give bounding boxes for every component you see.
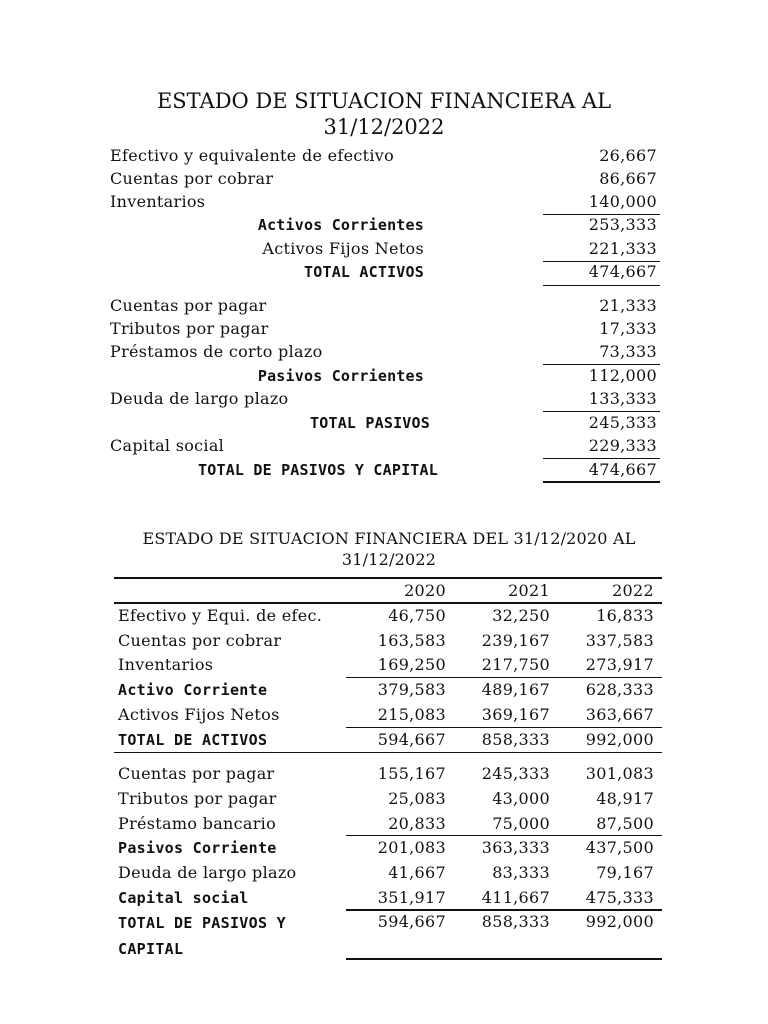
s2-label-line2: CAPITAL: [118, 940, 184, 958]
s1-value-activos-fijos: 221,333: [588, 239, 657, 258]
s1-label-tributos: Tributos por pagar: [110, 319, 269, 338]
statement2-title-line2: 31/12/2022: [341, 550, 437, 569]
s2-cell: 351,917: [377, 888, 446, 907]
s1-label-pasivos-corrientes: Pasivos Corrientes: [257, 367, 424, 385]
s1-value-cuentas-cobrar: 86,667: [599, 169, 657, 188]
s2-cell: 87,500: [596, 814, 654, 833]
s2-label: Tributos por pagar: [118, 789, 277, 808]
s1-value-prestamos: 73,333: [599, 342, 657, 361]
s2-cell: 79,167: [596, 863, 654, 882]
s2-cell: 41,667: [388, 863, 446, 882]
s1-label-capital: Capital social: [110, 436, 225, 455]
s2-cell: 32,250: [492, 606, 550, 625]
s1-value-tributos: 17,333: [599, 319, 657, 338]
s1-label-cuentas-pagar: Cuentas por pagar: [110, 296, 267, 315]
s1-rule: [543, 285, 660, 286]
s2-cell: 628,333: [585, 680, 654, 699]
s2-rule: [114, 752, 662, 753]
s2-cell: 245,333: [481, 764, 550, 783]
s2-cell: 20,833: [388, 814, 446, 833]
s1-label-activos-fijos: Activos Fijos Netos: [262, 239, 424, 258]
s2-label: Activo Corriente: [118, 681, 268, 699]
s2-rule: [346, 835, 662, 836]
s1-label-efectivo: Efectivo y equivalente de efectivo: [110, 146, 395, 165]
s2-cell: 858,333: [481, 730, 550, 749]
s2-label: Deuda de largo plazo: [118, 863, 297, 882]
s2-rule: [346, 677, 662, 678]
s2-cell: 163,583: [377, 631, 446, 650]
s2-label: TOTAL DE ACTIVOS: [118, 731, 268, 749]
s1-rule: [543, 458, 660, 459]
s2-label: Préstamo bancario: [118, 814, 277, 833]
s2-cell: 169,250: [377, 655, 446, 674]
s2-label: Capital social: [118, 889, 249, 907]
s2-bottom-rule: [346, 958, 662, 960]
s1-value-total-pasivos: 245,333: [588, 413, 657, 432]
s1-label-prestamos: Préstamos de corto plazo: [110, 342, 323, 361]
s1-value-inventarios: 140,000: [588, 192, 657, 211]
s2-cell: 217,750: [481, 655, 550, 674]
s2-cell: 363,333: [481, 838, 550, 857]
s2-label: Activos Fijos Netos: [118, 705, 280, 724]
s1-value-total-activos: 474,667: [588, 262, 657, 281]
s2-cell: 48,917: [596, 789, 654, 808]
s1-rule: [543, 364, 660, 365]
s1-value-efectivo: 26,667: [599, 146, 657, 165]
statement1-title-line2: 31/12/2022: [323, 115, 445, 139]
s2-label: Cuentas por pagar: [118, 764, 275, 783]
s2-label: Efectivo y Equi. de efec.: [118, 606, 323, 625]
s2-cell: 43,000: [492, 789, 550, 808]
s1-value-activos-corrientes: 253,333: [588, 215, 657, 234]
s2-cell: 411,667: [481, 888, 550, 907]
s2-cell: 239,167: [481, 631, 550, 650]
s1-label-total-pasivos: TOTAL PASIVOS: [310, 414, 430, 432]
s1-label-total-activos: TOTAL ACTIVOS: [304, 263, 424, 281]
s2-cell: 16,833: [596, 606, 654, 625]
s2-rule: [346, 727, 662, 728]
statement2-title-line1: ESTADO DE SITUACION FINANCIERA DEL 31/12/2020 AL: [142, 529, 636, 548]
s2-cell: 379,583: [377, 680, 446, 699]
s2-header-rule: [114, 602, 662, 604]
s1-value-total-pasivos-capital: 474,667: [588, 460, 657, 479]
s2-cell: 992,000: [585, 730, 654, 749]
s2-cell: 337,583: [585, 631, 654, 650]
s2-year-2022: 2022: [612, 581, 654, 600]
s1-label-deuda-largo: Deuda de largo plazo: [110, 389, 289, 408]
s2-cell: 25,083: [388, 789, 446, 808]
s2-cell: 273,917: [585, 655, 654, 674]
s2-cell: 46,750: [388, 606, 446, 625]
s1-label-activos-corrientes: Activos Corrientes: [257, 216, 424, 234]
s2-top-rule: [114, 577, 662, 579]
s1-value-deuda-largo: 133,333: [588, 389, 657, 408]
s2-label: Inventarios: [118, 655, 214, 674]
s2-cell: 215,083: [377, 705, 446, 724]
s2-cell: 363,667: [585, 705, 654, 724]
s2-cell: 301,083: [585, 764, 654, 783]
s2-cell: 594,667: [377, 912, 446, 931]
s2-label: Pasivos Corriente: [118, 839, 277, 857]
s1-rule: [543, 411, 660, 412]
s2-cell: 992,000: [585, 912, 654, 931]
s2-cell: 437,500: [585, 838, 654, 857]
s1-value-capital: 229,333: [588, 436, 657, 455]
s1-label-cuentas-cobrar: Cuentas por cobrar: [110, 169, 274, 188]
s2-year-2021: 2021: [508, 581, 550, 600]
s2-cell: 83,333: [492, 863, 550, 882]
s1-value-pasivos-corrientes: 112,000: [588, 366, 657, 385]
s2-rule: [346, 909, 662, 911]
s1-value-cuentas-pagar: 21,333: [599, 296, 657, 315]
s2-cell: 475,333: [585, 888, 654, 907]
s1-label-total-pasivos-capital: TOTAL DE PASIVOS Y CAPITAL: [198, 461, 438, 479]
s2-label: TOTAL DE PASIVOS Y: [118, 914, 286, 932]
statement1-title-line1: ESTADO DE SITUACION FINANCIERA AL: [156, 89, 612, 113]
s2-cell: 858,333: [481, 912, 550, 931]
s2-cell: 369,167: [481, 705, 550, 724]
s2-cell: 489,167: [481, 680, 550, 699]
s1-rule-double: [543, 481, 660, 483]
s2-year-2020: 2020: [404, 581, 446, 600]
s2-cell: 201,083: [377, 838, 446, 857]
s2-label: Cuentas por cobrar: [118, 631, 282, 650]
s2-cell: 594,667: [377, 730, 446, 749]
s1-label-inventarios: Inventarios: [110, 192, 206, 211]
s2-cell: 155,167: [377, 764, 446, 783]
s2-cell: 75,000: [492, 814, 550, 833]
